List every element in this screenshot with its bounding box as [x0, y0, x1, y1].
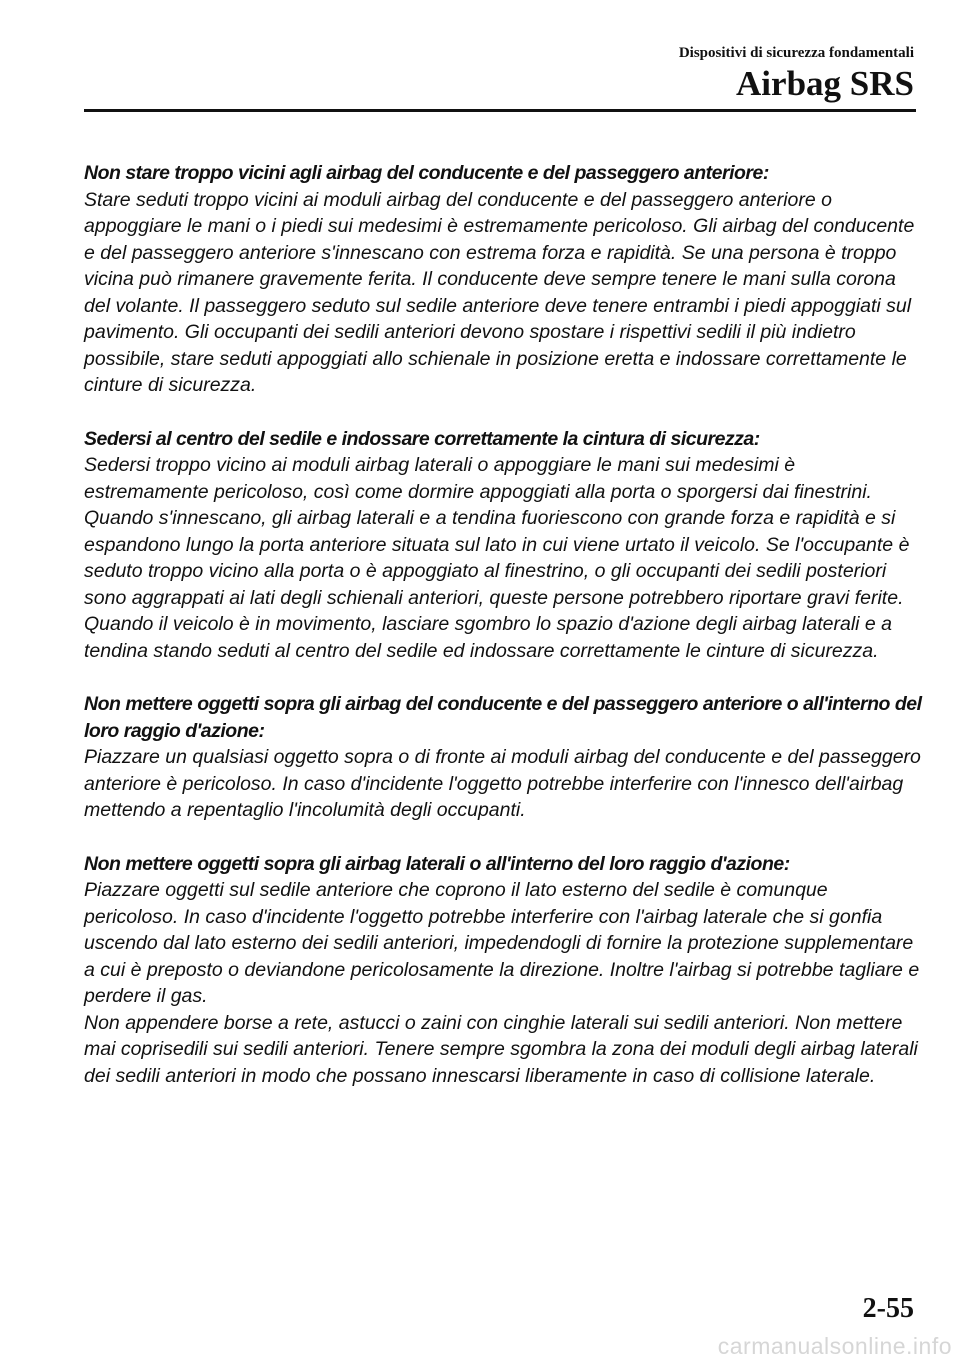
warning-block	[84, 851, 924, 1090]
warning-paragraph: Sedersi troppo vicino ai moduli airbag laterali o appoggiare le mani sui medesimi è estremamente pericoloso, così come dormire appoggiati alla porta o sporgersi dai finestrini. Quando s'innescano, gli airbag laterali e a tendina fuoriescono con grande forza e rapidità e si espandono lungo la porta anteriore situata sul lato in cui viene urtato il veicolo. Se l'occupante è seduto troppo vicino alla porta o è appoggiato al finestrino, o gli occupanti dei sedili posteriori sono aggrappati ai lati degli schienali anteriori, queste persone potrebbero riportare gravi ferite. Quando il veicolo è in movimento, lasciare sgombro lo spazio d'azione degli airbag laterali e a tendina stando seduti al centro del sedile ed indossare correttamente le cinture di sicurezza.	[84, 454, 910, 662]
page-header	[679, 44, 914, 104]
main-content	[84, 160, 924, 1116]
warning-paragraph: Piazzare un qualsiasi oggetto sopra o di fronte ai moduli airbag del conducente e del passeggero anteriore è pericoloso. In caso d'incidente l'oggetto potrebbe interferire con l'innesco dell'airbag mettendo a repentaglio l'incolumità degli occupanti.	[84, 746, 921, 821]
warning-block	[84, 691, 924, 824]
warning-title: Non mettere oggetti sopra gli airbag laterali o all'interno del loro raggio d'azione:	[84, 852, 790, 875]
section-label: Dispositivi di sicurezza fondamentali	[678, 45, 914, 61]
warning-block	[84, 160, 924, 399]
chapter-title: Airbag SRS	[736, 64, 914, 103]
warning-title: Sedersi al centro del sedile e indossare correttamente la cintura di sicurezza:	[84, 427, 760, 450]
warning-paragraph: Stare seduti troppo vicini ai moduli airbag del conducente e del passeggero anteriore o appoggiare le mani o i piedi sui medesimi è estremamente pericoloso. Gli airbag del conducente e del passeggero anteriore s'innescano con estrema forza e rapidità. Se una persona è troppo vicina può rimanere gravemente ferita. Il conducente deve sempre tenere le mani sulla corona del volante. Il passeggero seduto sul sedile anteriore deve tenere entrambi i piedi appoggiati sul pavimento. Gli occupanti dei sedili anteriori devono spostare i rispettivi sedili il più indietro possibile, stare seduti appoggiati allo schienale in posizione eretta e indossare correttamente le cinture di sicurezza.	[84, 188, 915, 396]
warning-title: Non stare troppo vicini agli airbag del conducente e del passeggero anteriore:	[84, 162, 769, 184]
watermark-text: carmanualsonline.info	[717, 1333, 952, 1359]
warning-paragraph: Non appendere borse a rete, astucci o zaini con cinghie laterali sui sedili anteriori. Non mettere mai coprisedili sui sedili anteriori. Tenere sempre sgombra la zona dei moduli degli airbag laterali dei sedili anteriori in modo che possano innescarsi liberamente in caso di collisione laterale.	[84, 1011, 918, 1087]
warning-paragraph: Piazzare oggetti sul sedile anteriore che coprono il lato esterno del sedile è comunque pericoloso. In caso d'incidente l'oggetto potrebbe interferire con l'airbag laterale che si gonfia uscendo dal lato esterno dei sedili anteriori, impedendogli di fornire la protezione supplementare a cui è preposto o deviandone pericolosamente la direzione. Inoltre l'airbag si potrebbe tagliare e perdere il gas.	[84, 879, 920, 1007]
warning-title: Non mettere oggetti sopra gli airbag del conducente e del passeggero anteriore o all'interno del loro raggio d'azione:	[84, 693, 922, 742]
header-divider	[84, 109, 916, 112]
warning-block	[84, 426, 924, 665]
page-number: 2-55	[862, 1293, 914, 1324]
